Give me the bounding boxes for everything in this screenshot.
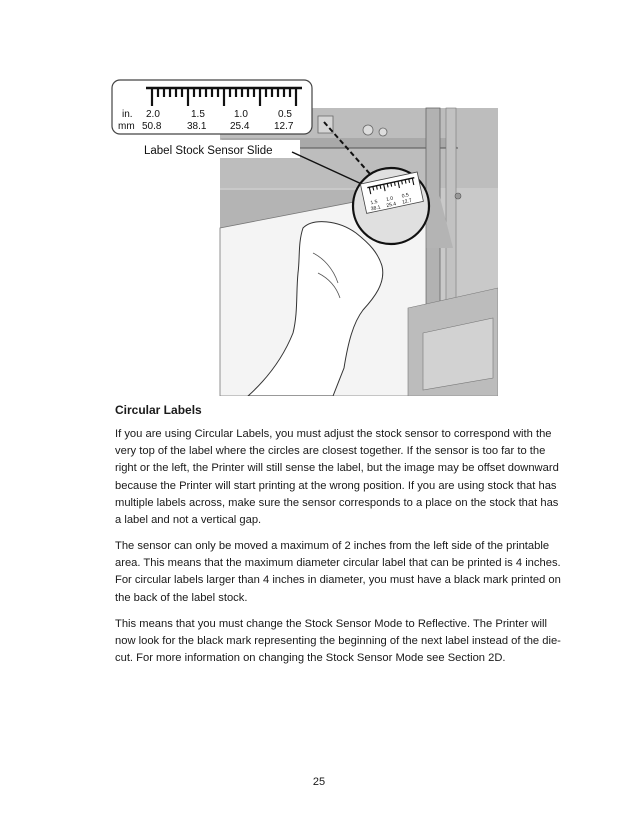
ruler-unit-in: in. [122,109,133,120]
printer-sensor-illustration [108,78,498,396]
ruler-mm-label-3: 25.4 [230,121,250,132]
ruler-in-label-2: 1.5 [191,109,205,120]
inset-in-label-2: 1.0 [385,195,394,203]
inset-in-label-3: 0.5 [401,192,410,200]
inset-in-label-1: 1.5 [370,198,379,207]
ruler-unit-mm: mm [118,121,135,132]
paragraph-2: The sensor can only be moved a maximum of 2 inches from the left side of the printable area. This means that the maximum diameter circular label that can be printed is 4 inches. For circular labels larger than 4 inches in diameter, you must have a black mark printed on the back of the label stock. [115,540,561,604]
ruler-in-label-3: 1.0 [234,109,248,120]
ruler-mm-label-4: 12.7 [274,121,294,132]
section-title: Circular Labels [115,403,202,417]
paragraph-3: This means that you must change the Stock Sensor Mode to Reflective. The Printer will now look for the black mark representing the beginning of the next label instead of the die-cut. For more information on changing the Stock Sensor Mode see Section 2D. [115,618,561,665]
ruler-mm-label-2: 38.1 [187,121,207,132]
inset-mm-label-3: 12.7 [401,197,413,206]
paragraph-1: If you are using Circular Labels, you must adjust the stock sensor to correspond with the very top of the label where the circles are closest together. If the sensor is too far to the right or the left, the Printer will still sense the label, but the image may be offset downward because the Printer will start printing at the wrong position. If you are using stock that has multiple labels across, make sure the sensor corresponds to a place on the stock that has a label and not a vertical gap. [115,428,559,527]
ruler-in-label-4: 0.5 [278,109,292,120]
inset-mm-label-1: 38.1 [370,204,382,213]
ruler-mm-label-1: 50.8 [142,121,162,132]
inset-mm-label-2: 25.4 [385,201,397,210]
callout-label: Label Stock Sensor Slide [144,145,273,157]
ruler-in-label-1: 2.0 [146,109,160,120]
page-number: 25 [312,776,326,788]
